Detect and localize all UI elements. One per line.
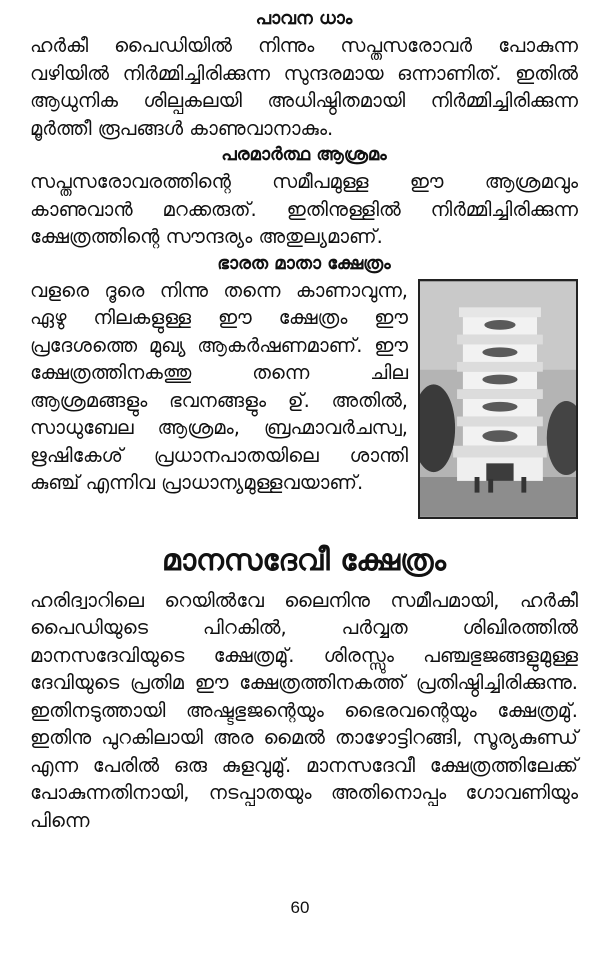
section-text-pavana-dham: ഹർകീ പൈഡിയിൽ നിന്നും സപ്തസരോവർ പോകുന്ന വഴിയിൽ നിർമ്മിച്ചിരിക്കുന്ന സുന്ദരമായ ഒന്നാണിത്. ഇതിൽ ആധുനിക ശില്പകലയി അധിഷ്ഠിതമായി നിർമ്മിച്ചിരിക്കുന്ന മൂർത്തീ രൂപങ്ങൾ കാണുവാനാകും. [30,34,578,140]
section-text-bharat-mata-temple: വളരെ ദൂരെ നിന്നു തന്നെ കാണാവുന്ന, ഏഴു നിലകളുള്ള ഈ ക്ഷേത്രം ഈ പ്രദേശത്തെ മുഖ്യ ആകർഷണമാണ്. ഈ ക്ഷേത്രത്തിനകത്തു തന്നെ ചില ആശ്രമങ്ങളും ഭവനങ്ങളും ഉ്. അതിൽ, സാധുബേല ആശ്രമം, ബ്രഹ്മാവർചസ്വ, ഋഷികേശ് പ്രധാനപാതയിലെ ശാന്തി കുഞ്ച് എന്നിവ പ്രാധാന്യമുള്ളവയാണ്. [30,278,408,494]
section-text-paramartha-ashram: സപ്തസരോവരത്തിന്റെ സമീപമുള്ള ഈ ആശ്രമവും കാണുവാൻ മറക്കരുത്. ഇതിനുള്ളിൽ നിർമ്മിച്ചിരിക്കുന്ന ക്ഷേത്രത്തിന്റെ സൗന്ദര്യം അതുല്യമാണ്. [30,170,578,248]
section-heading-bharat-mata-temple: ഭാരത മാതാ ക്ഷേത്രം [217,252,391,274]
page-number: 60 [290,898,310,917]
section-heading-pavana-dham: പാവന ധാം [255,8,353,29]
main-section-text: ഹരിദ്വാറിലെ റെയിൽവേ ലൈനിനു സമീപമായി, ഹർകീ പൈഡിയുടെ പിറകിൽ, പർവ്വത ശിഖിരത്തിൽ മാനസദേവിയുടെ ക്ഷേത്രമു്. ശിരസ്സും പഞ്ചഭുജങ്ങളുമുള്ള ദേവിയുടെ പ്രതിമ ഈ ക്ഷേത്രത്തിനകത്ത് പ്രതിഷ്ഠിച്ചിരിക്കുന്നു. ഇതിനടുത്തായി അഷ്ടഭുജന്റെയും ഭൈരവന്റെയും ക്ഷേത്രമു്. ഇതിനു പുറകിലായി അര മൈൽ താഴോട്ടിറങ്ങി, സൂര്യകുണ്ഡ് എന്ന പേരിൽ ഒരു കുളവുമു്. മാനസദേവീ ക്ഷേത്രത്തിലേക്ക് പോകുന്നതിനായി, നടപ്പാതയും അതിനൊപ്പം ഗോവണിയും പിന്നെ [30,588,578,832]
bharat-mata-block [30,277,578,519]
main-heading-manasa-devi-temple: മാനസദേവീ ക്ഷേത്രം [162,542,446,578]
temple-tower-illustration [420,281,576,517]
bharat-mata-temple-photo [418,279,578,519]
section-heading-paramartha-ashram: പരമാർത്ഥ ആശ്രമം [221,144,387,165]
